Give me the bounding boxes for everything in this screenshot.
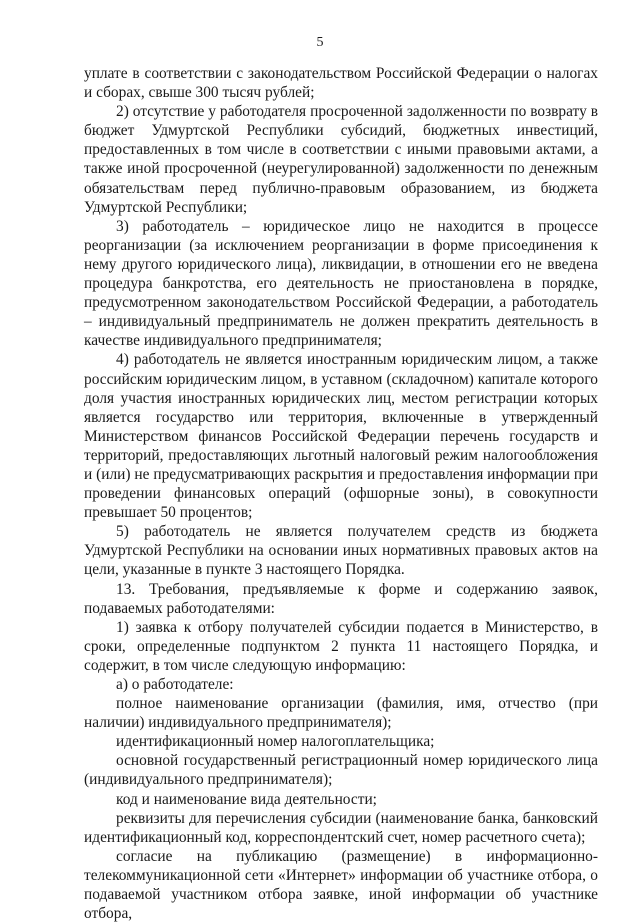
paragraph-subitem-a: а) о работодателе: bbox=[116, 676, 234, 693]
paragraph-subitem-1: 1) заявка к отбору получателей субсидии подается в Министерство, в сроки, определенные подпунктом 2 пункта 11 настоящего Порядка, и содержит, в том числе следующую информацию: bbox=[84, 618, 598, 674]
paragraph-continuation: уплате в соответствии с законодательством Российской Федерации о налогах и сборах, свыше 300 тысяч рублей; bbox=[84, 65, 598, 102]
paragraph-item-3: 3) работодатель – юридическое лицо не находится в процессе реорганизации (за исключением реорганизации в форме присоединения к нему другого юридического лица), ликвидации, в отношении его не введена процедура банкротства, его деятельность не приостановлена в порядке, предусмотренном законодательством Российской Федерации, а работодатель – индивидуальный предприниматель не должен прекратить деятельность в качестве индивидуального предпринимателя; bbox=[84, 217, 598, 350]
page-number: 5 bbox=[316, 35, 324, 50]
paragraph-bank-details: реквизиты для перечисления субсидии (наименование банка, банковский идентификационный код, корреспондентский счет, номер расчетного счета); bbox=[84, 809, 598, 846]
paragraph-publication-consent: согласие на публикацию (размещение) в информационно-телекоммуникационной сети «Интернет» информации об участнике отбора, о подаваемой участником отбора заявке, иной информации об участнике отбора, bbox=[84, 847, 598, 923]
paragraph-full-name: полное наименование организации (фамилия, имя, отчество (при наличии) индивидуального предпринимателя); bbox=[84, 695, 598, 732]
document-body bbox=[84, 64, 598, 923]
paragraph-item-4: 4) работодатель не является иностранным юридическим лицом, а также российским юридическим лицом, в уставном (складочном) капитале которого доля участия иностранных юридических лиц, местом регистрации которых является государство или территория, включенные в утвержденный Министерством финансов Российской Федерации перечень государств и территорий, предоставляющих льготный налоговый режим налогообложения и (или) не предусматривающих раскрытия и предоставления информации при проведении финансовых операций (офшорные зоны), в совокупности превышает 50 процентов; bbox=[84, 351, 598, 522]
paragraph-item-2: 2) отсутствие у работодателя просроченной задолженности по возврату в бюджет Удмуртской Республики субсидий, бюджетных инвестиций, предоставленных в том числе в соответствии с иными правовыми актами, а также иной просроченной (неурегулированной) задолженности по денежным обязательствам перед публично-правовым образованием, из бюджета Удмуртской Республики; bbox=[84, 103, 598, 216]
paragraph-ogrn: основной государственный регистрационный номер юридического лица (индивидуального предпринимателя); bbox=[84, 752, 598, 789]
paragraph-activity-code: код и наименование вида деятельности; bbox=[116, 790, 377, 808]
paragraph-inn: идентификационный номер налогоплательщика; bbox=[116, 733, 435, 751]
paragraph-item-5: 5) работодатель не является получателем средств из бюджета Удмуртской Республики на основании иных нормативных правовых актов на цели, указанные в пункте 3 настоящего Порядка. bbox=[84, 523, 598, 579]
paragraph-section-13: 13. Требования, предъявляемые к форме и содержанию заявок, подаваемых работодателями: bbox=[84, 580, 598, 617]
